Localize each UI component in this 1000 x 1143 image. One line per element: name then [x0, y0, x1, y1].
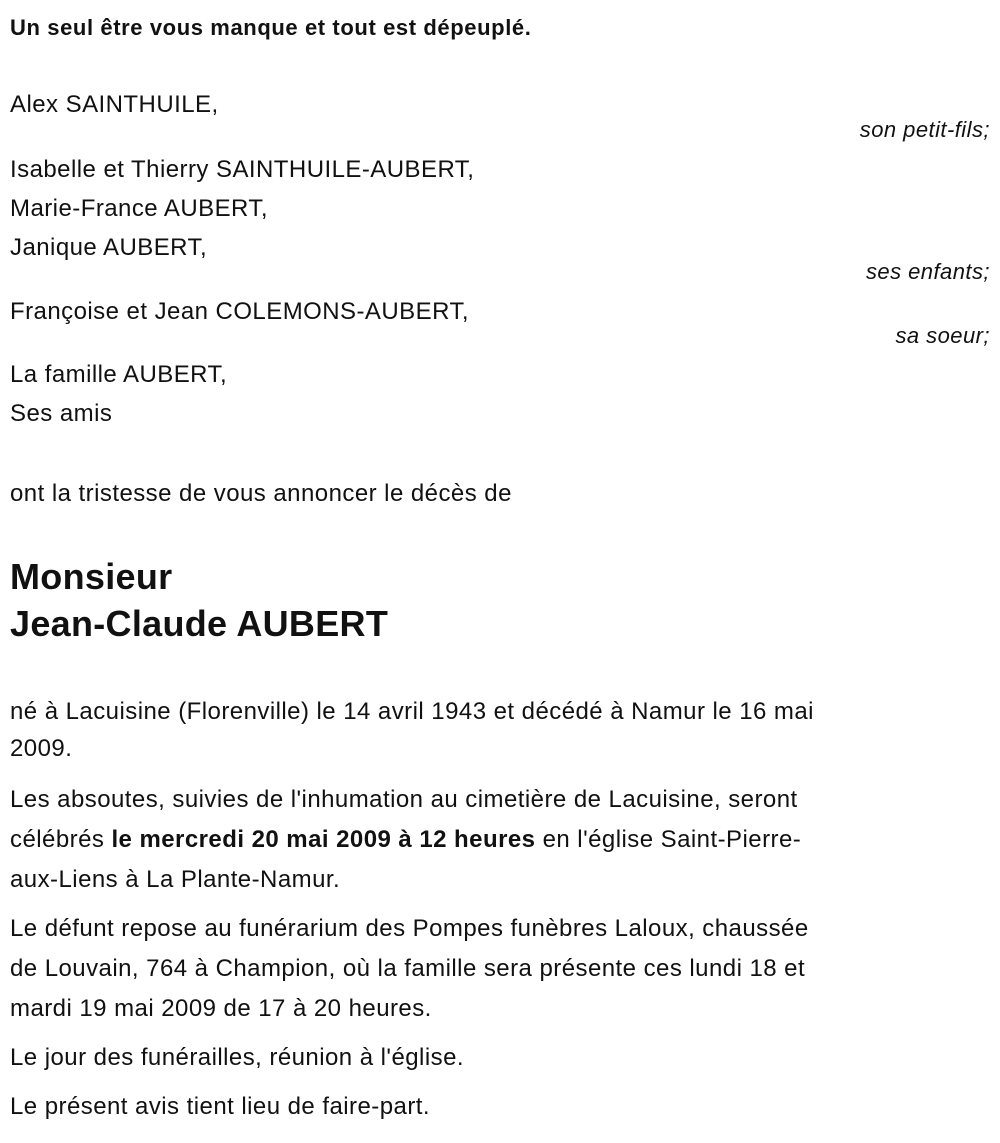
sister: Françoise et Jean COLEMONS-AUBERT,: [10, 298, 470, 325]
announcement: ont la tristesse de vous annoncer le décès de: [10, 480, 512, 507]
epigraph: Un seul être vous manque et tout est dépeuplé.: [10, 15, 532, 40]
child: Marie-France AUBERT,: [10, 195, 268, 222]
meeting-note: Le jour des funérailles, réunion à l'église.: [10, 1044, 464, 1071]
ceremony-line: aux-Liens à La Plante-Namur.: [10, 866, 341, 893]
rest-line: Le défunt repose au funérarium des Pompes funèbres Laloux, chaussée: [10, 915, 809, 942]
grandson-role: son petit-fils;: [859, 117, 990, 142]
ceremony-line: Les absoutes, suivies de l'inhumation au cimetière de Lacuisine, seront: [10, 786, 798, 813]
ceremony-date: le mercredi 20 mai 2009 à 12 heures: [111, 826, 536, 853]
other-family: La famille AUBERT,: [10, 361, 228, 388]
child: Isabelle et Thierry SAINTHUILE-AUBERT,: [10, 156, 475, 183]
birth-line: né à Lacuisine (Florenville) le 14 avril 1943 et décédé à Namur le 16 mai: [10, 698, 814, 725]
deceased-honorific: Monsieur: [10, 556, 173, 597]
ceremony-line: [10, 820, 801, 860]
child: Janique AUBERT,: [10, 234, 208, 261]
sister-role: sa soeur;: [895, 323, 990, 348]
notice-note: Le présent avis tient lieu de faire-part.: [10, 1093, 431, 1120]
grandson: Alex SAINTHUILE,: [10, 91, 219, 118]
children-role: ses enfants;: [865, 259, 990, 284]
ceremony-text: célébrés: [10, 826, 112, 853]
friends: Ses amis: [10, 400, 113, 427]
rest-line: mardi 19 mai 2009 de 17 à 20 heures.: [10, 995, 432, 1022]
ceremony-text: en l'église Saint-Pierre-: [535, 826, 802, 853]
birth-line: 2009.: [10, 735, 73, 762]
deceased-name: Jean-Claude AUBERT: [10, 603, 389, 644]
rest-line: de Louvain, 764 à Champion, où la famille sera présente ces lundi 18 et: [10, 955, 806, 982]
